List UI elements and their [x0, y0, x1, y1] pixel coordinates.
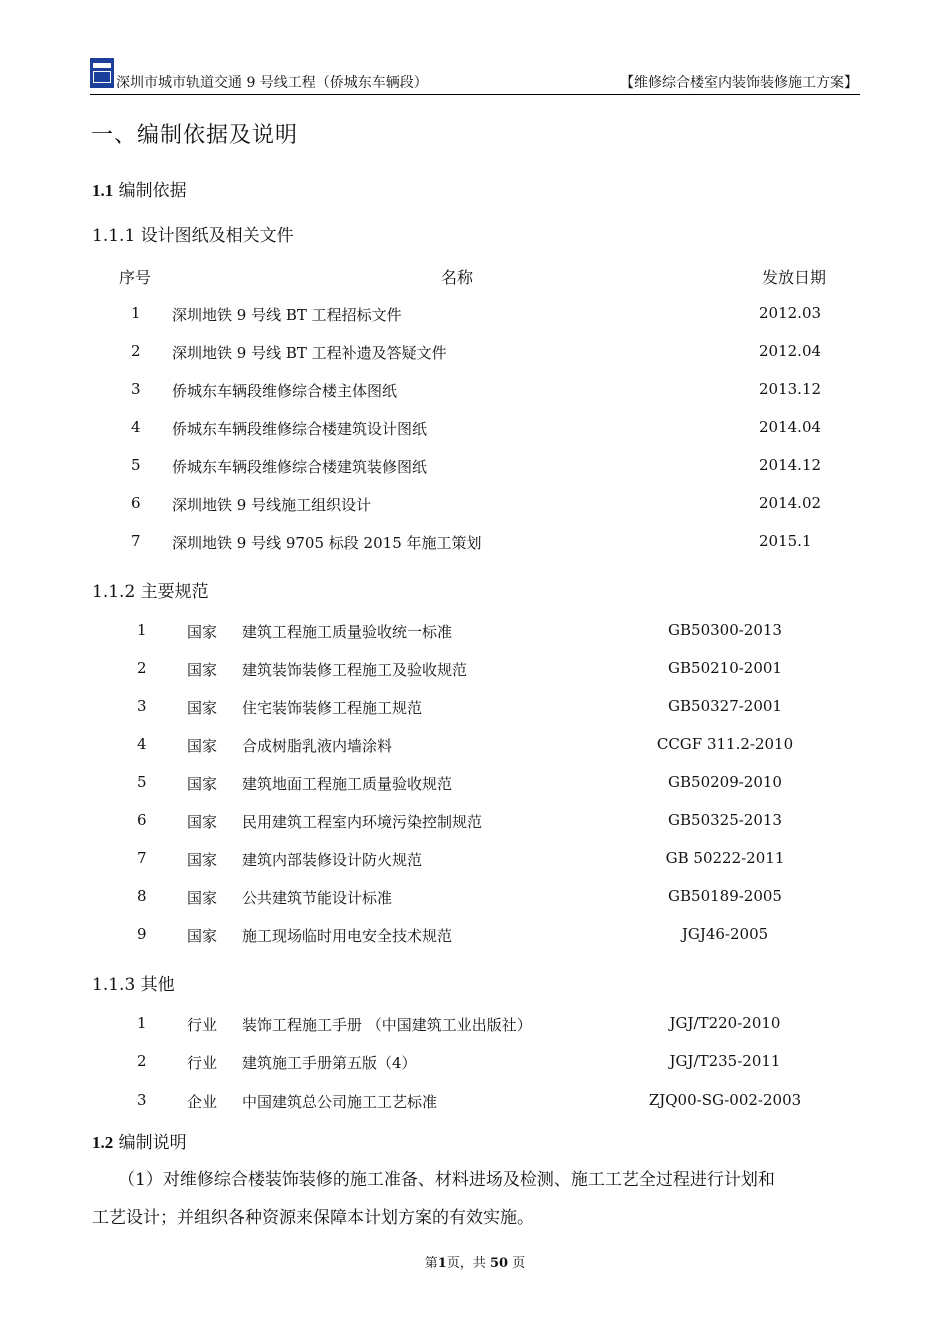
table2-row-4-code: CCGF 311.2-2010: [656, 735, 794, 753]
table2-row-9-no: 9: [137, 925, 147, 943]
table2-row-6-level: 国家: [187, 813, 218, 831]
table2-row-2-level: 国家: [187, 661, 218, 679]
table1-row-6-no: 6: [131, 494, 141, 512]
table2-row-4-name: 合成树脂乳液内墙涂料: [242, 737, 393, 755]
table2-row-8-code: GB50189-2005: [668, 887, 782, 905]
table1-row-4-name: 侨城东车辆段维修综合楼建筑设计图纸: [172, 420, 428, 438]
heading-1-2-label: 编制说明: [118, 1133, 187, 1153]
table1-row-7-name: 深圳地铁 9 号线 9705 标段 2015 年施工策划: [172, 534, 482, 552]
table2-row-1-code: GB50300-2013: [668, 621, 782, 639]
table3-row-1-no: 1: [137, 1014, 147, 1032]
table3-row-2-level: 行业: [187, 1054, 218, 1072]
table2-row-8-level: 国家: [187, 889, 218, 907]
table2-row-6-code: GB50325-2013: [668, 811, 782, 829]
table2-row-2-code: GB50210-2001: [668, 659, 782, 677]
heading-1-1-label: 编制依据: [118, 181, 187, 201]
table1-row-3-date: 2013.12: [759, 380, 822, 398]
table2-row-3-no: 3: [137, 697, 147, 715]
table1-row-5-date: 2014.12: [759, 456, 822, 474]
table2-row-8-name: 公共建筑节能设计标准: [242, 889, 393, 907]
heading-1-1-3-label: 其他: [140, 975, 175, 995]
table1-row-7-no: 7: [131, 532, 141, 550]
table3-row-3-no: 3: [137, 1091, 147, 1109]
paragraph-line-2: 工艺设计；并组织各种资源来保障本计划方案的有效实施。: [92, 1208, 534, 1228]
table2-row-7-no: 7: [137, 849, 147, 867]
section-title: 一、编制依据及说明: [91, 123, 299, 148]
table1-row-5-name: 侨城东车辆段维修综合楼建筑装修图纸: [172, 458, 428, 476]
heading-1-1-3-number: 1.1.3: [92, 975, 136, 995]
table3-row-1-name: 装饰工程施工手册 （中国建筑工业出版社）: [242, 1016, 532, 1034]
table1-header-date: 发放日期: [762, 268, 827, 287]
table1-row-2-date: 2012.04: [759, 342, 822, 360]
table1-row-1-no: 1: [131, 304, 141, 322]
header-project-title: 深圳市城市轨道交通 9 号线工程（侨城东车辆段）: [116, 75, 428, 91]
table1-row-5-no: 5: [131, 456, 141, 474]
table3-row-1-level: 行业: [187, 1016, 218, 1034]
footer-prefix: 第: [424, 1256, 438, 1271]
table1-row-1-name: 深圳地铁 9 号线 BT 工程招标文件: [172, 306, 402, 324]
heading-1-1-3: [92, 970, 175, 995]
heading-1-1-1-number: 1.1.1: [92, 226, 136, 246]
table2-row-5-no: 5: [137, 773, 147, 791]
heading-1-1-1: [92, 221, 294, 246]
heading-1-2-number: 1.2: [92, 1133, 114, 1152]
table2-row-7-level: 国家: [187, 851, 218, 869]
table2-row-3-name: 住宅装饰装修工程施工规范: [242, 699, 423, 717]
table2-row-9-level: 国家: [187, 927, 218, 945]
heading-1-1: [92, 176, 187, 201]
table2-row-5-level: 国家: [187, 775, 218, 793]
footer-suffix: 页: [508, 1256, 526, 1271]
table1-row-6-name: 深圳地铁 9 号线施工组织设计: [172, 496, 372, 514]
heading-1-2: [92, 1128, 187, 1153]
table2-row-4-no: 4: [137, 735, 147, 753]
table2-row-2-no: 2: [137, 659, 147, 677]
table3-row-1-code: JGJ/T220-2010: [669, 1014, 781, 1032]
table3-row-2-name: 建筑施工手册第五版（4）: [242, 1054, 417, 1072]
table2-row-2-name: 建筑装饰装修工程施工及验收规范: [242, 661, 468, 679]
heading-1-1-number: 1.1: [92, 181, 114, 200]
heading-1-1-1-label: 设计图纸及相关文件: [140, 226, 294, 246]
heading-1-1-2-label: 主要规范: [140, 582, 209, 602]
table2-row-1-name: 建筑工程施工质量验收统一标准: [242, 623, 453, 641]
table1-row-2-name: 深圳地铁 9 号线 BT 工程补遗及答疑文件: [172, 344, 447, 362]
footer-middle: 页，共: [446, 1256, 490, 1271]
table3-row-2-code: JGJ/T235-2011: [669, 1052, 781, 1070]
header-document-title: 【维修综合楼室内装饰装修施工方案】: [620, 75, 858, 91]
table2-row-9-name: 施工现场临时用电安全技术规范: [242, 927, 453, 945]
heading-1-1-2: [92, 577, 209, 602]
table2-row-8-no: 8: [137, 887, 147, 905]
footer-page-number: 1: [437, 1256, 447, 1271]
table2-row-1-level: 国家: [187, 623, 218, 641]
table2-row-4-level: 国家: [187, 737, 218, 755]
page-footer: [0, 1252, 950, 1271]
table1-row-3-name: 侨城东车辆段维修综合楼主体图纸: [172, 382, 398, 400]
table3-row-2-no: 2: [137, 1052, 147, 1070]
table1-row-6-date: 2014.02: [759, 494, 822, 512]
table1-row-2-no: 2: [131, 342, 141, 360]
table1-header-no: 序号: [119, 268, 152, 287]
table2-row-3-level: 国家: [187, 699, 218, 717]
table2-row-1-no: 1: [137, 621, 147, 639]
table1-row-3-no: 3: [131, 380, 141, 398]
table1-header-name: 名称: [441, 268, 474, 287]
table2-row-6-name: 民用建筑工程室内环境污染控制规范: [242, 813, 483, 831]
footer-total-pages: 50: [489, 1256, 509, 1271]
table2-row-9-code: JGJ46-2005: [681, 925, 769, 943]
table3-row-3-code: ZJQ00-SG-002-2003: [648, 1091, 802, 1109]
company-logo: [90, 58, 114, 88]
table3-row-3-level: 企业: [187, 1093, 218, 1111]
table3-row-3-name: 中国建筑总公司施工工艺标准: [242, 1093, 438, 1111]
table2-row-7-name: 建筑内部装修设计防火规范: [242, 851, 423, 869]
table2-row-3-code: GB50327-2001: [668, 697, 782, 715]
paragraph-line-1: （1）对维修综合楼装饰装修的施工准备、材料进场及检测、施工工艺全过程进行计划和: [118, 1170, 775, 1190]
header-divider: [90, 94, 860, 95]
heading-1-1-2-number: 1.1.2: [92, 582, 136, 602]
table1-row-4-no: 4: [131, 418, 141, 436]
table1-row-7-date: 2015.1: [759, 532, 812, 550]
table1-row-4-date: 2014.04: [759, 418, 822, 436]
table1-row-1-date: 2012.03: [759, 304, 822, 322]
table2-row-6-no: 6: [137, 811, 147, 829]
table2-row-5-code: GB50209-2010: [668, 773, 782, 791]
table2-row-7-code: GB 50222-2011: [665, 849, 785, 867]
table2-row-5-name: 建筑地面工程施工质量验收规范: [242, 775, 453, 793]
